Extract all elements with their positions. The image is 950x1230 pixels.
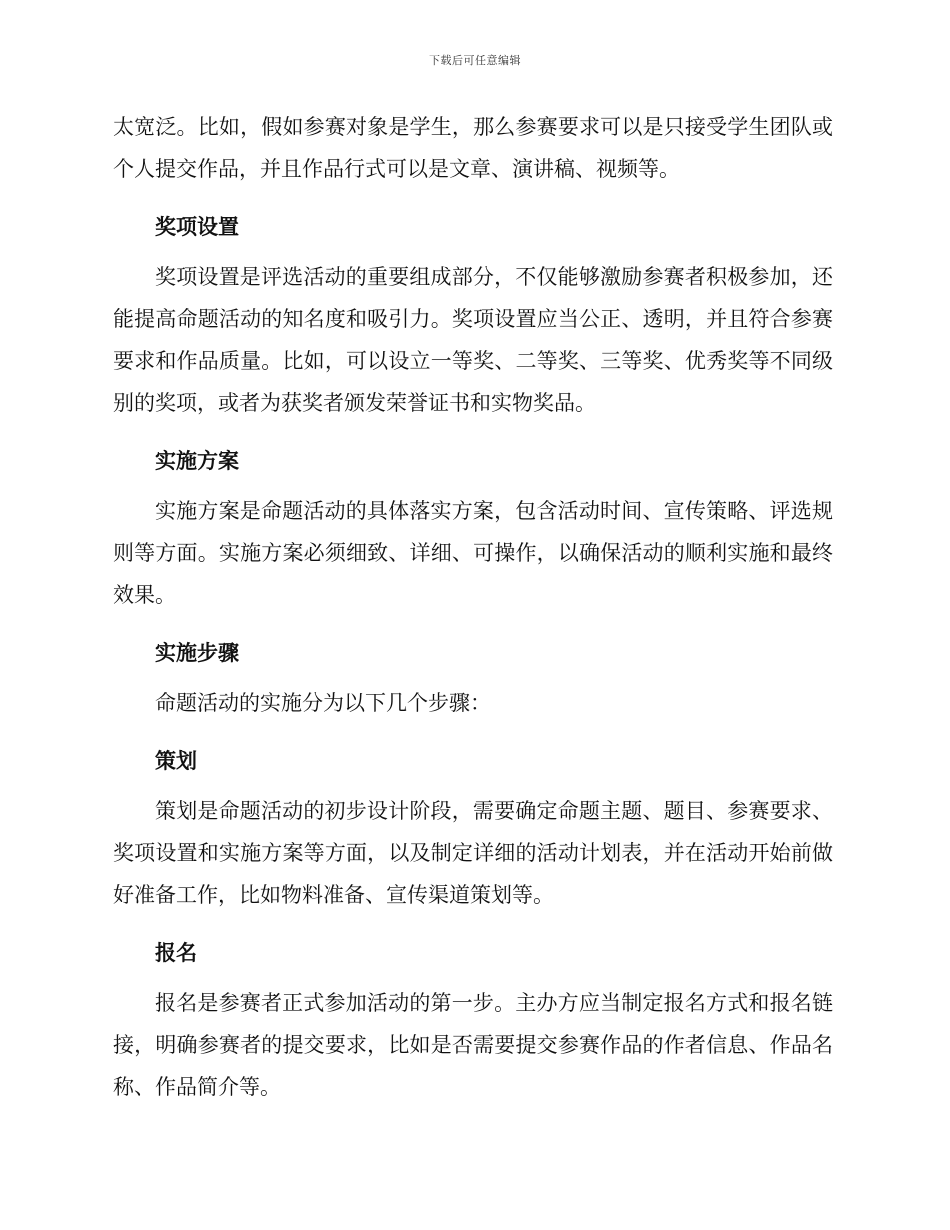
paragraph-planning: 策划是命题活动的初步设计阶段，需要确定命题主题、题目、参赛要求、奖项设置和实施方案等方面，以及制定详细的活动计划表，并在活动开始前做好准备工作，比如物料准备、宣传渠道策划等。 <box>113 799 833 907</box>
paragraph-award-settings: 奖项设置是评选活动的重要组成部分，不仅能够激励参赛者积极参加，还能提高命题活动的知名度和吸引力。奖项设置应当公正、透明，并且符合参赛要求和作品质量。比如，可以设立一等奖、二等奖、三等奖、优秀奖等不同级别的奖项，或者为获奖者颁发荣誉证书和实物奖品。 <box>113 265 833 415</box>
page-header: 下载后可任意编辑 <box>429 54 521 67</box>
paragraph-implementation-plan: 实施方案是命题活动的具体落实方案，包含活动时间、宣传策略、评选规则等方面。实施方案必须细致、详细、可操作，以确保活动的顺利实施和最终效果。 <box>113 499 833 607</box>
heading-registration: 报名 <box>155 941 197 965</box>
paragraph-implementation-steps: 命题活动的实施分为以下几个步骤： <box>155 691 491 715</box>
document-body <box>113 106 833 1108</box>
heading-planning: 策划 <box>155 749 197 773</box>
heading-award-settings: 奖项设置 <box>155 215 239 239</box>
paragraph-registration: 报名是参赛者正式参加活动的第一步。主办方应当制定报名方式和报名链接，明确参赛者的提交要求，比如是否需要提交参赛作品的作者信息、作品名称、作品简介等。 <box>113 991 833 1099</box>
heading-implementation-plan: 实施方案 <box>155 449 239 473</box>
paragraph-continued: 太宽泛。比如，假如参赛对象是学生，那么参赛要求可以是只接受学生团队或个人提交作品，并且作品行式可以是文章、演讲稿、视频等。 <box>113 115 833 181</box>
heading-implementation-steps: 实施步骤 <box>155 641 239 665</box>
